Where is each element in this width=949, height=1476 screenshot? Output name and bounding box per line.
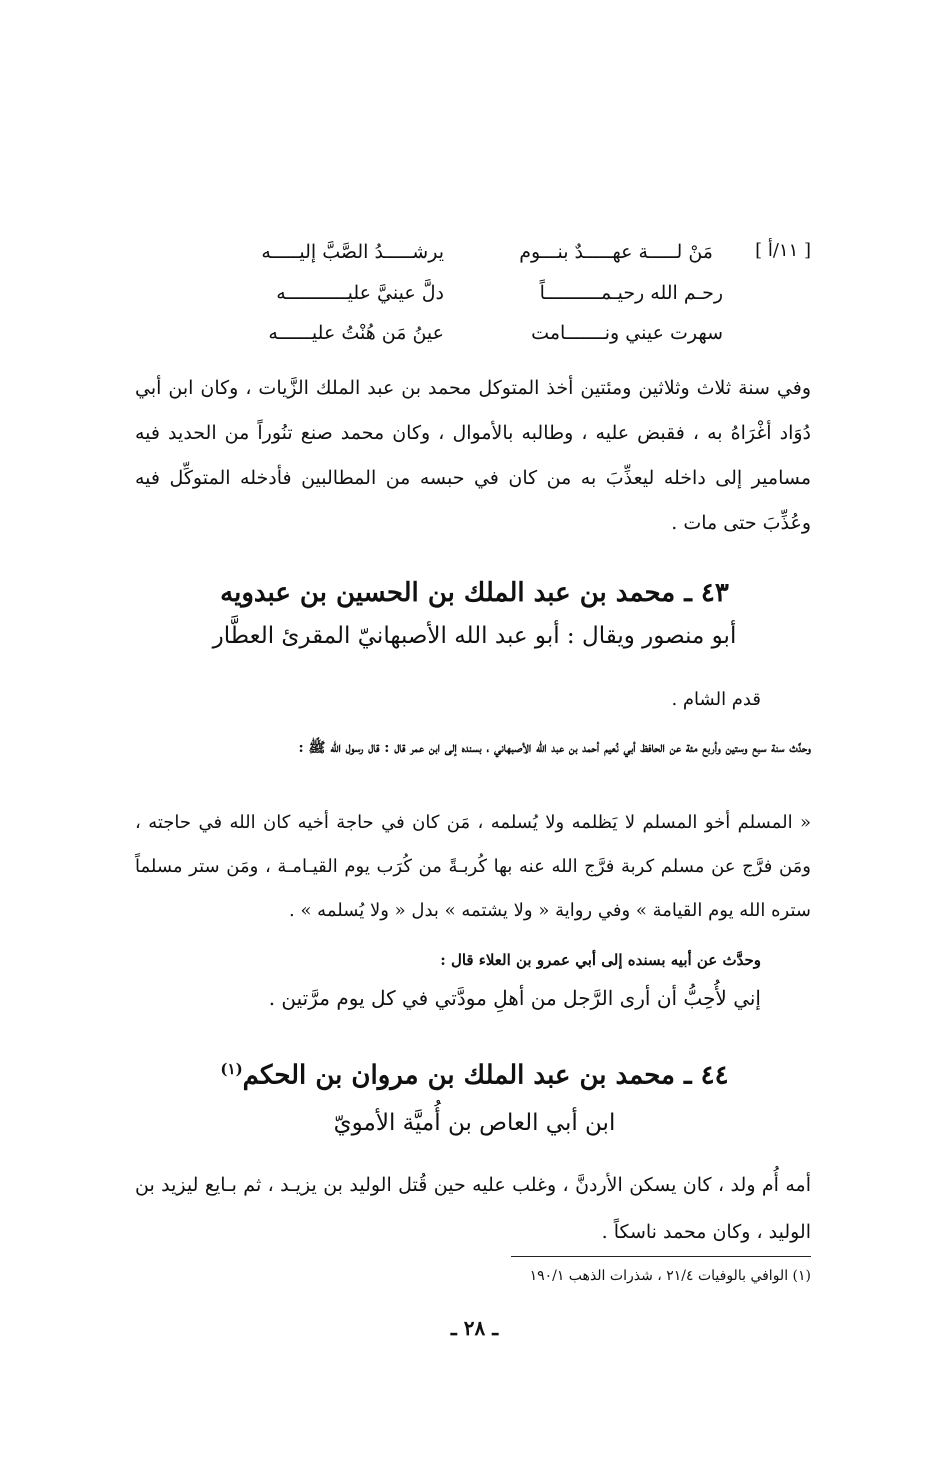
entry-44-title-line	[0, 1060, 949, 1091]
folio-marker: [ ١١/أ ]	[755, 240, 811, 261]
entry-43-subtitle: أبو منصور ويقال : أبو عبد الله الأصبهانيّ المقرئ العطَّار	[212, 623, 737, 649]
verse-2-hemistich-2: دلَّ عينيَّ عليـــــــــــه	[276, 282, 444, 304]
entry-43-hadith: « المسلم أخو المسلم لا يَظلمه ولا يُسلمه ، مَن كان في حاجة أخيه كان الله في حاجته ، ومَن فرَّج عن مسلم كربة فرَّج الله عنه بها كُربـةً من كُرَب يوم القيـامـة ، ومَن ستر مسلماً ستره الله يوم القيامة » وفي رواية « ولا يشتمه » بدل « ولا يُسلمه » .	[135, 812, 811, 921]
verse-2-hemistich-1: رحـم الله رحيـمــــــــــاً	[539, 282, 723, 304]
entry-43-title: ٤٣ ـ محمد بن عبد الملك بن الحسين بن عبدويه	[220, 578, 729, 608]
entry-43-isnad: وحدَّث سنة سبع وستين وأربع مئة عن الحافظ أبي نُعيم أحمد بن عبد الله الأصبهاني ، بسنده إلى ابن عمر قال : قال رسول الله ﷺ :	[298, 740, 811, 756]
paragraph-ibn-zayyat: وفي سنة ثلاث وثلاثين ومئتين أخذ المتوكل محمد بن عبد الملك الزَّيات ، وكان ابن أبي دُوَاد أغْرَاهُ به ، فقبض عليه ، وطالبه بالأموال ، وكان محمد صنع تنُوراً من الحديد فيه مسامير إلى داخله ليعذِّبَ به من كان في حبسه من المطالبين فأدخله المتوكِّل فيه وعُذِّبَ حتى مات .	[135, 377, 811, 534]
verse-1-hemistich-2: يرشـــــدُ الصَّبَّ إليـــــه	[261, 241, 444, 263]
entry-44-title: ٤٤ ـ محمد بن عبد الملك بن مروان بن الحكم	[242, 1060, 729, 1091]
footnote-rule	[511, 1256, 811, 1257]
footnote-ref: (١)	[220, 1060, 243, 1078]
entry-43-isnad-2: وحدَّث عن أبيه بسنده إلى أبي عمرو بن العلاء قال :	[440, 951, 761, 969]
entry-43-saying: إني لأُحِبُّ أن أرى الرَّجل من أهلِ مودَّتي في كل يوم مرَّتين .	[268, 986, 761, 1010]
entry-44-text: أمه أُم ولد ، كان يسكن الأردنَّ ، وغلب عليه حين قُتل الوليد بن يزيـد ، ثم بـايع ليزيد بن الوليد ، وكان محمد ناسكاً .	[135, 1174, 811, 1243]
entry-44-subtitle: ابن أبي العاص بن أُميَّة الأمويّ	[333, 1110, 616, 1136]
footnote: (١) الوافي بالوفيات ٢١/٤ ، شذرات الذهب ١٩٠/١	[529, 1268, 811, 1284]
entry-43-arrived: قدم الشام .	[671, 689, 761, 710]
page-number: ـ ٢٨ ـ	[450, 1316, 499, 1340]
verse-3-hemistich-1: سهرت عيني ونـــــــامت	[531, 322, 723, 344]
verse-3-hemistich-2: عينُ مَن هُنْتُ عليــــــه	[268, 322, 444, 344]
verse-1-hemistich-1: مَنْ لـــــة عهـــــدٌ بنـــوم	[519, 241, 713, 263]
